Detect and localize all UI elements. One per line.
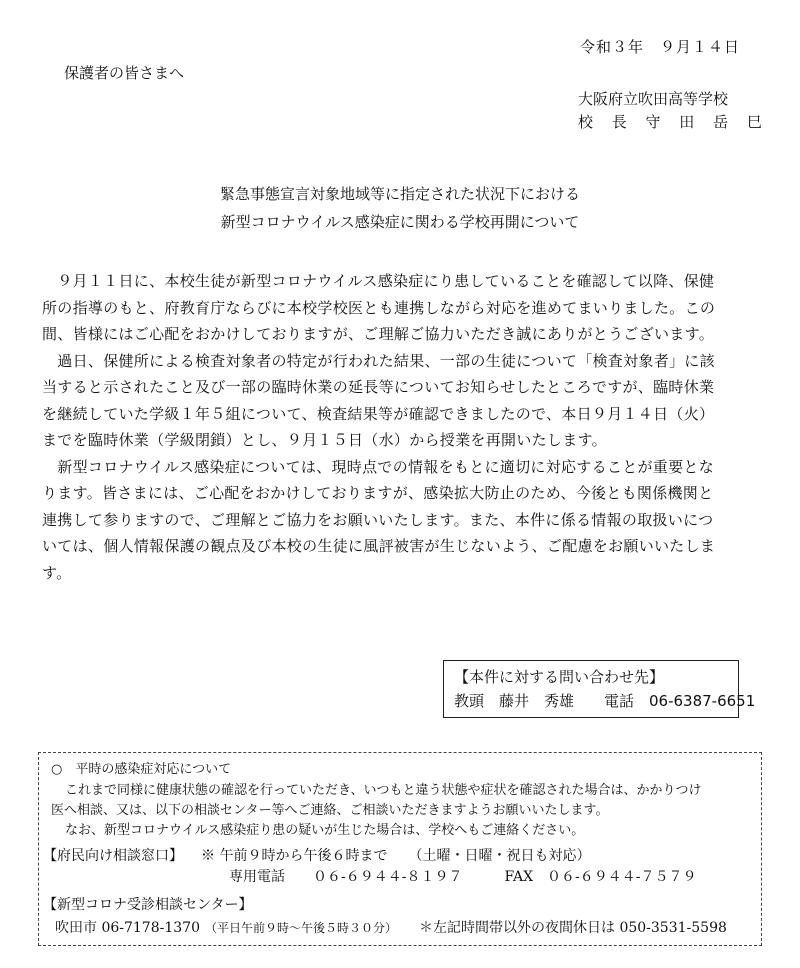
body-line: ９月１１日に、本校生徒が新型コロナウイルス感染症にり患していることを確認して以降、保健: [42, 272, 715, 290]
body-line: までを臨時休業（学級閉鎖）とし、９月１５日（水）から授業を再開いたします。: [42, 431, 607, 449]
document-title-line-1: 緊急事態宣言対象地域等に指定された状況下における: [219, 185, 580, 203]
principal-name: 校 長 守 田 岳 巳: [578, 113, 769, 131]
consultation-center-tel: 吹田市 06-7178-1370: [55, 920, 200, 936]
body-line: 当すると示されたこと及び一部の臨時休業の延長等についてお知らせしたところですが、臨時休業: [42, 378, 715, 396]
body-line: ります。皆さまには、ご心配をおかけしておりますが、感染拡大防止のため、今後とも関係機関と: [42, 484, 714, 502]
infection-notice-box: [38, 752, 762, 946]
notice-paragraph-1a: これまで同様に健康状態の確認を行っていただき、いつもと違う状態や症状を確認された場合は、かかりつけ: [65, 783, 702, 798]
body-line: 連携して参りますので、ご理解とご協力をお願いいたします。また、本件に係る情報の取扱いにつ: [42, 510, 714, 529]
inquiry-contact-box: [443, 660, 756, 718]
addressee: 保護者の皆さまへ: [64, 64, 185, 82]
contact-heading: 【本件に対する問い合わせ先】: [454, 668, 665, 686]
letter-body: [42, 268, 782, 586]
consultation-center-night: ＊左記時間帯以外の夜間休日は 050-3531-5598: [419, 920, 727, 936]
contact-line: 教頭 藤井 秀雄 電話 06-6387-6651: [454, 692, 756, 710]
body-line: す。: [42, 563, 72, 582]
consultation-center-hours: （平日午前９時～午後５時３０分）: [205, 921, 398, 935]
prefecture-hotline-tel: 専用電話 ０６-６９４４-８１９７ FAX ０６-６９４４-７５７９: [229, 869, 697, 885]
body-line: いては、個人情報保護の観点及び本校の生徒に風評被害が生じないよう、ご配慮をお願いいたしま: [42, 537, 716, 555]
prefecture-hotline-label: 【府民向け相談窓口】: [43, 848, 183, 864]
school-name: 大阪府立吹田高等学校: [578, 90, 729, 108]
body-line: 間、皆様にはご心配をおかけしておりますが、ご理解ご協力いただき誠にありがとうございます。: [42, 325, 715, 343]
document-date: 令和３年 ９月１４日: [580, 38, 741, 56]
body-line: を継続していた学級１年５組について、検査結果等が確認できましたので、本日９月１４日（火）: [42, 404, 715, 423]
body-line: 新型コロナウイルス感染症については、現時点での情報をもとに適切に対応することが重要とな: [42, 457, 715, 476]
notice-heading: ○ 平時の感染症対応について: [51, 762, 232, 777]
notice-paragraph-2: なお、新型コロナウイルス感染症り患の疑いが生じた場合は、学校へもご連絡ください。: [65, 823, 585, 838]
prefecture-hotline-hours: ※ 午前９時から午後６時まで （土曜・日曜・祝日も対応）: [201, 848, 591, 864]
body-line: 過日、保健所による検査対象者の特定が行われた結果、一部の生徒について「検査対象者」に該: [42, 351, 715, 370]
consultation-center-label: 【新型コロナ受診相談センター】: [43, 897, 253, 913]
body-line: 所の指導のもと、府教育庁ならびに本校学校医とも連携しながら対応を進めてまいりました。この: [42, 298, 716, 317]
notice-paragraph-1b: 医へ相談、又は、以下の相談センター等へご連絡、ご相談いただきますようお願いいたします。: [51, 803, 609, 818]
document-title-line-2: 新型コロナウイルス感染症に関わる学校再開について: [220, 213, 580, 231]
